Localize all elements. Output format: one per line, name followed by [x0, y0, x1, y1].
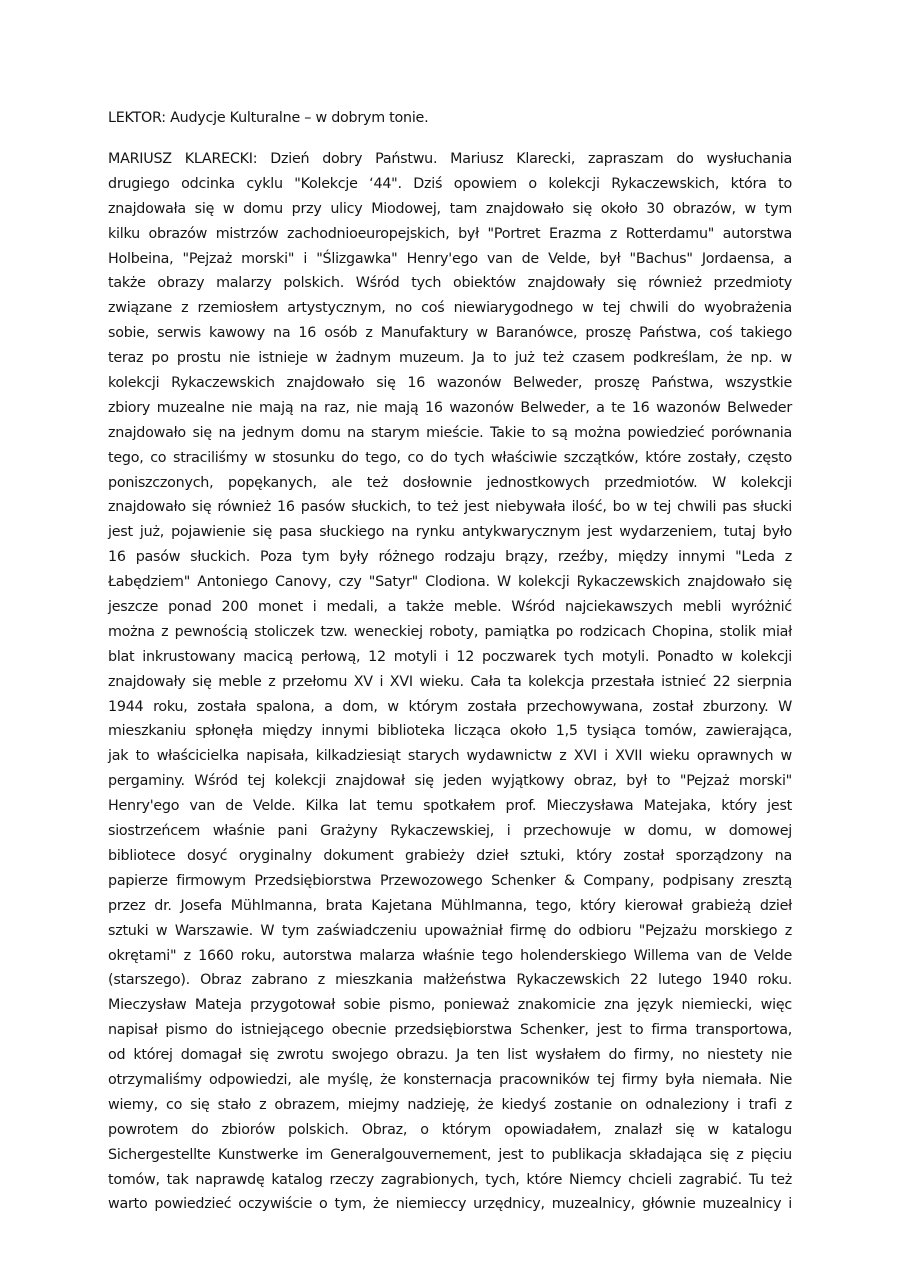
- paragraph-line: znajdowała się w domu przy ulicy Miodowej, tam znajdowało się około 30 obrazów, w tym: [108, 200, 792, 217]
- paragraph-line: bibliotece dosyć oryginalny dokument grabieży dzieł sztuki, który został sporządzony na: [108, 847, 792, 864]
- paragraph-line: drugiego odcinka cyklu "Kolekcje ‘44". Dziś opowiem o kolekcji Rykaczewskich, która to: [108, 175, 792, 192]
- paragraph-line: siostrzeńcem właśnie pani Grażyny Rykaczewskiej, i przechowuje w domu, w domowej: [108, 823, 792, 840]
- paragraph-line: jeszcze ponad 200 monet i medali, a także meble. Wśród najciekawszych mebli wyróżnić: [108, 599, 792, 616]
- paragraph-line: tomów, tak naprawdę katalog rzeczy zagrabionych, tych, które Niemcy chcieli zagrabić. Tu też: [108, 1171, 792, 1188]
- paragraph-line: (starszego). Obraz zabrano z mieszkania małżeństwa Rykaczewskich 22 lutego 1940 roku.: [108, 972, 792, 989]
- paragraph-line: wiemy, co się stało z obrazem, miejmy nadzieję, że kiedyś zostanie on odnaleziony i trafi z: [108, 1096, 792, 1113]
- paragraph-line: sztuki w Warszawie. W tym zaświadczeniu upoważniał firmę do odbioru "Pejzażu morskiego z: [108, 922, 792, 939]
- paragraph-line: blat inkrustowany macicą perłową, 12 motyli i 12 poczwarek tych motyli. Ponadto w kolekcji: [108, 648, 792, 665]
- paragraph-line: także obrazy malarzy polskich. Wśród tych obiektów znajdowały się również przedmioty: [108, 275, 792, 292]
- paragraph-line: Sichergestellte Kunstwerke im Generalgouvernement, jest to publikacja składająca się z pięciu: [108, 1146, 792, 1163]
- paragraph-line: poniszczonych, popękanych, ale też dosłownie jednostkowych przedmiotów. W kolekcji: [108, 474, 792, 491]
- paragraph-line: mieszkaniu spłonęła między innymi biblioteka licząca około 1,5 tysiąca tomów, zawierająca,: [108, 723, 792, 740]
- paragraph-line: warto powiedzieć oczywiście o tym, że niemieccy urzędnicy, muzealnicy, głównie muzealnicy i: [108, 1196, 792, 1213]
- transcript-paragraph: [108, 147, 792, 1217]
- paragraph-line: papierze firmowym Przedsiębiorstwa Przewozowego Schenker & Company, podpisany zresztą: [108, 872, 792, 889]
- paragraph-line: Łabędziem" Antoniego Canovy, czy "Satyr" Clodiona. W kolekcji Rykaczewskich znajdowało się: [108, 574, 792, 591]
- paragraph-line: okrętami" z 1660 roku, autorstwa malarza właśnie tego holenderskiego Willema van de Velde: [108, 947, 792, 964]
- paragraph-line: teraz po prostu nie istnieje w żadnym muzeum. Ja to już też czasem podkreślam, że np. w: [108, 350, 792, 367]
- paragraph-line: otrzymaliśmy odpowiedzi, ale myślę, że konsternacja pracowników tej firmy była niemała. Nie: [108, 1071, 792, 1088]
- paragraph-line: przez dr. Josefa Mühlmanna, brata Kajetana Mühlmanna, tego, który kierował grabieżą dzieł: [108, 897, 792, 914]
- paragraph-line: Holbeina, "Pejzaż morski" i "Ślizgawka" Henry'ego van de Velde, był "Bachus" Jordaensa, a: [108, 250, 792, 267]
- paragraph-line: 1944 roku, została spalona, a dom, w którym została przechowywana, został zburzony. W: [108, 698, 792, 715]
- paragraph-line: Henry'ego van de Velde. Kilka lat temu spotkałem prof. Mieczysława Matejaka, który jest: [108, 798, 792, 815]
- paragraph-line: znajdowało się również 16 pasów słuckich, to też jest niebywała ilość, bo w tej chwili pas słucki: [108, 499, 792, 516]
- paragraph-line: MARIUSZ KLARECKI: Dzień dobry Państwu. Mariusz Klarecki, zapraszam do wysłuchania: [108, 151, 792, 167]
- paragraph-line: powrotem do zbiorów polskich. Obraz, o którym opowiadałem, znalazł się w katalogu: [108, 1121, 792, 1138]
- paragraph-line: jest już, pojawienie się pasa słuckiego na rynku antykwarycznym jest wydarzeniem, tutaj było: [108, 524, 792, 541]
- paragraph-line: kilku obrazów mistrzów zachodnioeuropejskich, był "Portret Erazma z Rotterdamu" autorstwa: [108, 225, 792, 242]
- paragraph-line: tego, co straciliśmy w stosunku do tego, co do tych właściwie szczątków, które zostały, często: [108, 449, 792, 466]
- paragraph-line: pergaminy. Wśród tej kolekcji znajdował się jeden wyjątkowy obraz, był to "Pejzaż morski": [108, 773, 792, 790]
- paragraph-line: związane z rzemiosłem artystycznym, no coś niewiarygodnego w tej chwili do wyobrażenia: [108, 300, 792, 317]
- paragraph-line: znajdowały się meble z przełomu XV i XVI wieku. Cała ta kolekcja przestała istnieć 22 sierpnia: [108, 673, 792, 690]
- paragraph-line: znajdowało się na jednym domu na starym mieście. Takie to są można powiedzieć porównania: [108, 424, 792, 441]
- document-heading: LEKTOR: Audycje Kulturalne – w dobrym tonie.: [108, 110, 429, 126]
- paragraph-line: jak to właścicielka napisała, kilkadziesiąt starych wydawnictw z XVI i XVII wieku oprawnych w: [108, 748, 792, 765]
- paragraph-line: napisał pismo do istniejącego obecnie przedsiębiorstwa Schenker, jest to firma transportowa,: [108, 1022, 792, 1039]
- paragraph-line: zbiory muzealne nie mają na raz, nie mają 16 wazonów Belweder, a te 16 wazonów Belweder: [108, 399, 792, 416]
- paragraph-line: można z pewnością stoliczek tzw. weneckiej roboty, pamiątka po rodzicach Chopina, stolik miał: [108, 623, 792, 640]
- paragraph-line: od której domagał się zwrotu swojego obrazu. Ja ten list wysłałem do firmy, no niestety nie: [108, 1047, 792, 1064]
- paragraph-line: Mieczysław Mateja przygotował sobie pismo, ponieważ znakomicie zna język niemiecki, więc: [108, 997, 792, 1014]
- paragraph-line: sobie, serwis kawowy na 16 osób z Manufaktury w Baranówce, proszę Państwa, coś takiego: [108, 325, 792, 342]
- paragraph-line: 16 pasów słuckich. Poza tym były różnego rodzaju brązy, rzeźby, między innymi "Leda z: [108, 549, 792, 566]
- paragraph-line: kolekcji Rykaczewskich znajdowało się 16 wazonów Belweder, proszę Państwa, wszystkie: [108, 375, 792, 392]
